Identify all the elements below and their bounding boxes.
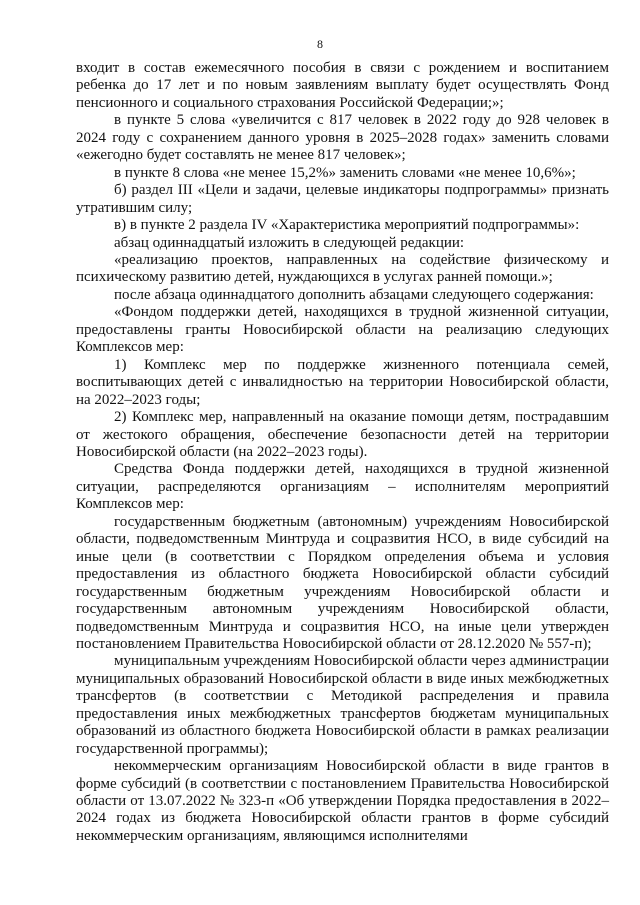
paragraph: «Фондом поддержки детей, находящихся в трудной жизненной ситуации, предоставлены гранты Новосибирской области на реализацию следующих Комплексов мер: xyxy=(76,304,609,356)
list-item: 1) Комплекс мер по поддержке жизненного потенциала семей, воспитывающих детей с инвалидностью на территории Новосибирской области, на 2022–2023 годы; xyxy=(76,356,609,408)
paragraph: после абзаца одиннадцатого дополнить абзацами следующего содержания: xyxy=(114,286,594,303)
paragraph: некоммерческим организациям Новосибирской области в виде грантов в форме субсидий (в соответствии с постановлением Правительства Новосибирской области от 13.07.2022 № 323-п «Об утверждении Порядка предоставления в 2022–2024 годах из бюджета Новосибирской области грантов в форме субсидий некоммерческим организациям, являющимся исполнителями xyxy=(76,758,609,844)
paragraph: государственным бюджетным (автономным) учреждениям Новосибирской области, подведомственным Минтруда и соцразвития НСО, в виде субсидий на иные цели (в соответствии с Порядком определения объема и условия предоставления из областного бюджета Новосибирской области субсидий государственным бюджетным учреждениям Новосибирской области и государственным автономным учреждениям Новосибирской области, подведомственным Минтруда и соцразвития НСО, на иные цели утвержден постановлением Правительства Новосибирской области от 28.12.2020 № 557-п); xyxy=(76,513,609,652)
page-number: 8 xyxy=(317,37,323,51)
paragraph: в пункте 8 слова «не менее 15,2%» заменить словами «не менее 10,6%»; xyxy=(114,164,576,181)
paragraph: б) раздел III «Цели и задачи, целевые индикаторы подпрограммы» признать утратившим силу; xyxy=(76,182,609,216)
paragraph: в) в пункте 2 раздела IV «Характеристика мероприятий подпрограммы»: xyxy=(114,217,580,234)
document-body xyxy=(76,60,609,845)
list-item: 2) Комплекс мер, направленный на оказание помощи детям, пострадавшим от жестокого обращения, обеспечение безопасности детей на территории Новосибирской области (на 2022–2023 годы). xyxy=(76,409,609,460)
paragraph: входит в состав ежемесячного пособия в связи с рождением и воспитанием ребенка до 17 лет и по новым заявлениям выплату будет осуществлять Фонд пенсионного и социального страхования Российской Федерации;»; xyxy=(76,60,609,111)
paragraph: Средства Фонда поддержки детей, находящихся в трудной жизненной ситуации, распределяются организациям – исполнителям мероприятий Комплексов мер: xyxy=(76,461,609,513)
paragraph: муниципальным учреждениям Новосибирской области через администрации муниципальных образований Новосибирской области в виде иных межбюджетных трансфертов (в соответствии с Методикой распределения и правила предоставления иных межбюджетных трансфертов бюджетам муниципальных образований из областного бюджета Новосибирской области в рамках реализации государственной программы); xyxy=(76,653,609,757)
paragraph: абзац одиннадцатый изложить в следующей редакции: xyxy=(114,234,465,251)
paragraph: в пункте 5 слова «увеличится с 817 человек в 2022 году до 928 человек в 2024 году с сохранением данного уровня в 2025–2028 годах» заменить словами «ежегодно будет составлять не менее 817 человек»; xyxy=(76,112,609,164)
paragraph: «реализацию проектов, направленных на содействие физическому и психическому развитию детей, нуждающихся в услугах ранней помощи.»; xyxy=(76,251,609,286)
